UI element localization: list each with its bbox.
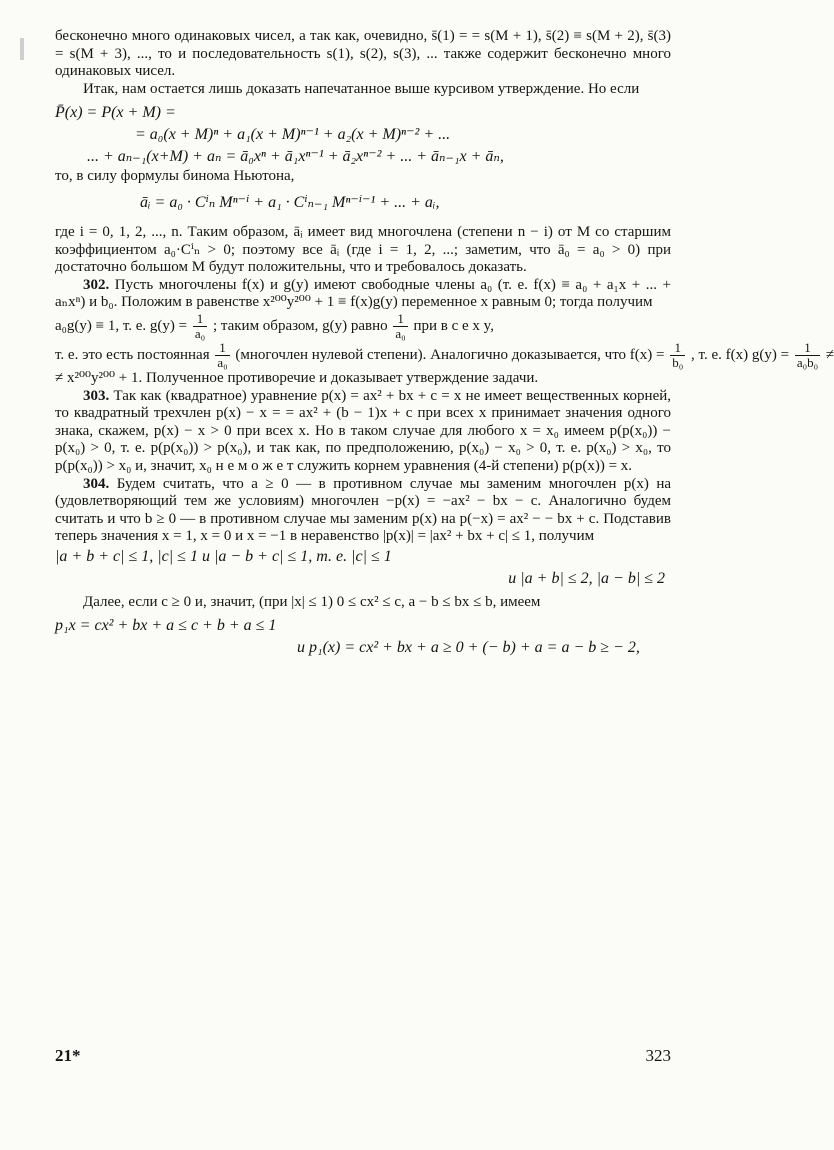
formula-inequalities-1: |a + b + c| ≤ 1, |c| ≤ 1 и |a − b + c| ≤ 1, т. е. |c| ≤ 1 [55, 547, 392, 565]
page-footer [55, 1046, 671, 1066]
formula-p1-upper: p₁x = cx² + bx + a ≤ c + b + a ≤ 1 [55, 617, 277, 635]
para-1: бесконечно много одинаковых чисел, а так как, очевидно, s̄(1) = = s(M + 1), s̄(2) ≡ s(M + 2), s̄(3) = s(M + 3), ..., то и последовательность s(1), s(2), s(3), ... также содержит бесконечно много одинаковых чисел. [55, 28, 671, 80]
problem-303-text: Так как (квадратное) уравнение p(x) = ax² + bx + c = x не имеет вещественных корней, то квадратный трехчлен p(x) − x = = ax² + (b − 1)x + c при всех x принимает значения одного знака, скажем, p(x) − x > 0 при всех x. Но в таком случае для любого x = x₀ имеем p(p(x₀)) − p(x₀) > 0, т. е. p(p(x₀)) > p(x₀), и так как, по предположению, p(x₀) − x₀ > 0, т. е. p(x₀) > x₀, то p(p(x₀)) > x₀ и, значит, x₀ н е м о ж е т служить корнем уравнения (4-й степени) p(p(x)) = x. [55, 387, 672, 474]
fraction-numerator: 1 [670, 341, 685, 356]
fraction [795, 341, 820, 370]
formula-coefficient: āᵢ = a₀ · Cⁱₙ Mⁿ⁻ⁱ + a₁ · Cⁱₙ₋₁ Mⁿ⁻ⁱ⁻¹ + ... + aᵢ, [140, 193, 440, 211]
fraction [393, 312, 407, 341]
fraction [670, 341, 685, 370]
problem-302-text: Пусть многочлены f(x) и g(y) имеют свободные члены a₀ (т. е. f(x) ≡ a₀ + a₁x + ... + aₙxⁿ) и b₀. Положим в равенстве x²⁰⁰y²⁰⁰ + 1 ≡ f(x)g(y) переменное x равным 0; тогда получим [55, 276, 671, 311]
text-segment: (многочлен нулевой степени). Аналогично доказывается, что f(x) = [235, 346, 665, 363]
text-segment: ≠ [825, 346, 834, 363]
text-segment: т. е. это есть постоянная [55, 346, 210, 363]
text-segment: a₀g(y) ≡ 1, т. е. g(y) = [55, 317, 188, 334]
problem-302-line-const [55, 339, 834, 370]
problem-304-text: Будем считать, что a ≥ 0 — в противном случае мы заменим многочлен p(x) на (удовлетворяющий тем же условиям) многочлен −p(x) = −ax² − bx − c. Аналогично будем считать и что b ≥ 0 — в противном случае мы заменим p(x) на p(−x) = ax² − − bx + c. Подставив теперь значения x = 1, x = 0 и x = −1 в неравенство |p(x)| = |ax² + bx + c| ≤ 1, получим [55, 475, 672, 545]
fraction-denominator: b₀ [672, 354, 684, 370]
fraction-denominator: a₀ [217, 354, 228, 370]
formula-pbar: P̄(x) = P(x + M) = [55, 104, 176, 122]
formula-expansion-1: = a₀(x + M)ⁿ + a₁(x + M)ⁿ⁻¹ + a₂(x + M)ⁿ⁻² + ... [135, 126, 451, 144]
text-segment: , т. е. f(x) g(y) = [691, 346, 790, 363]
page-body [55, 28, 834, 659]
page-number: 323 [645, 1046, 671, 1065]
problem-304 [55, 476, 671, 546]
formula-inequalities-2: и |a + b| ≤ 2, |a − b| ≤ 2 [508, 569, 665, 587]
problem-302-conclusion: ≠ x²⁰⁰y²⁰⁰ + 1. Полученное противоречие и доказывает утверждение задачи. [55, 369, 539, 386]
fraction-numerator: 1 [795, 341, 820, 356]
fraction-numerator: 1 [215, 341, 229, 356]
formula-p1-lower: и p₁(x) = cx² + bx + a ≥ 0 + (− b) + a = a − b ≥ − 2, [297, 639, 640, 657]
text-segment: ; таким образом, g(y) равно [212, 317, 388, 334]
fraction [215, 341, 229, 370]
para-binomial: то, в силу формулы бинома Ньютона, [55, 168, 295, 185]
fraction-denominator: a₀ [194, 325, 206, 341]
problem-302-line-g [55, 312, 671, 341]
fraction-numerator: 1 [393, 312, 407, 327]
text-segment: при в с е х y, [413, 317, 494, 334]
fraction [193, 312, 207, 341]
para-2: Итак, нам остается лишь доказать напечатанное выше курсивом утверждение. Но если [83, 80, 640, 97]
fraction-denominator: a₀ [395, 325, 406, 341]
problem-302 [55, 277, 671, 312]
signature-mark: 21* [55, 1046, 81, 1065]
problem-number: 303. [83, 387, 110, 404]
problem-number: 302. [83, 276, 110, 293]
para-coefficients: где i = 0, 1, 2, ..., n. Таким образом, āᵢ имеет вид многочлена (степени n − i) от M со старшим коэффициентом a₀·Cⁱₙ > 0; поэтому все āᵢ (где i = 1, 2, ...; заметим, что ā₀ = a₀ > 0) при достаточно большом M будут положительны, что и требовалось доказать. [55, 223, 671, 276]
para-further: Далее, если c ≥ 0 и, значит, (при |x| ≤ 1) 0 ≤ cx² ≤ c, а − b ≤ bx ≤ b, имеем [83, 593, 541, 610]
fraction-denominator: a₀b₀ [796, 354, 819, 370]
problem-number: 304. [83, 475, 110, 492]
formula-expansion-2: ... + aₙ₋₁(x+M) + aₙ = ā₀xⁿ + ā₁xⁿ⁻¹ + ā₂xⁿ⁻² + ... + āₙ₋₁x + āₙ, [87, 148, 504, 166]
fraction-numerator: 1 [193, 312, 207, 327]
page-edge-mark [20, 38, 24, 60]
problem-303 [55, 388, 671, 476]
